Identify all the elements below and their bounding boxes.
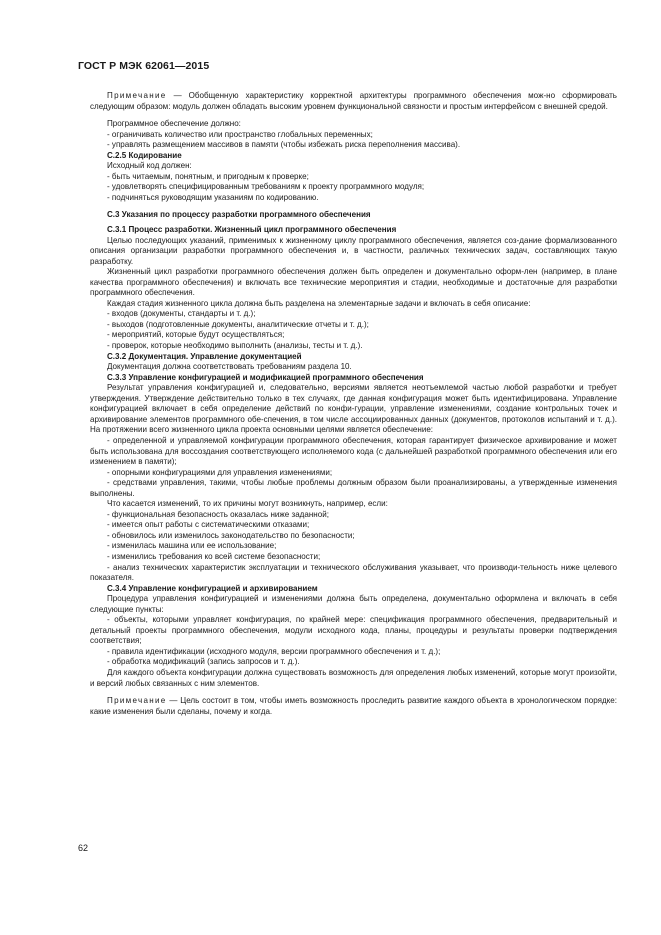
list-item: - определенной и управляемой конфигурации программного обеспечения, которая гарантирует физическое архивирование и может быть использована для воссоздания соответствующего исполняемого кода (с дальнейшей разработкой программного обеспечения или его изменением в памяти); (90, 435, 617, 467)
section-heading-c34: С.3.4 Управление конфигурацией и архивированием (107, 583, 318, 593)
paragraph: Для каждого объекта конфигурации должна существовать возможность для определения любых изменений, которые могут произойти, и версий любых связанных с ним элементов. (90, 667, 617, 688)
list-item: - имеется опыт работы с систематическими отказами; (107, 520, 310, 530)
section-heading-c32: С.3.2 Документация. Управление документацией (107, 351, 302, 361)
paragraph: Исходный код должен: (107, 161, 192, 171)
note-paragraph (90, 91, 617, 112)
paragraph: Что касается изменений, то их причины могут возникнуть, например, если: (107, 499, 388, 509)
paragraph: Процедура управления конфигурацией и изменениями должна быть определена, документально оформлена и включать в себя следующие пункты: (90, 594, 617, 614)
paragraph: Каждая стадия жизненного цикла должна быть разделена на элементарные задачи и включать в себя описание: (107, 298, 531, 308)
list-item: - опорными конфигурациями для управления изменениями; (107, 467, 333, 477)
list-item: - анализ технических характеристик эксплуатации и технического обслуживания указывает, что производи-тельность ниже целевого показателя. (90, 562, 617, 583)
list-item: - обновилось или изменилось законодательство по безопасности; (107, 530, 355, 540)
list-item: - подчиняться руководящим указаниям по кодированию. (107, 192, 319, 202)
list-item: - мероприятий, которые будут осуществляться; (107, 330, 285, 340)
document-body (90, 91, 617, 717)
list-item: - изменились требования ко всей системе безопасности; (107, 551, 321, 561)
list-item: - ограничивать количество или пространство глобальных переменных; (107, 129, 373, 139)
section-heading-c31: С.3.1 Процесс разработки. Жизненный цикл программного обеспечения (107, 225, 397, 235)
list-item: - функциональная безопасность оказалась ниже заданной; (107, 509, 329, 519)
list-item: - проверок, которые необходимо выполнить (анализы, тесты и т. д.). (107, 341, 363, 351)
paragraph: Документация должна соответствовать требованиям раздела 10. (107, 362, 352, 372)
list-item: - удовлетворять специфицированным требованиям к проекту программного модуля; (107, 182, 425, 192)
sw-requirements-intro: Программное обеспечение должно: (107, 119, 241, 129)
document-header: ГОСТ Р МЭК 62061—2015 (78, 60, 210, 72)
paragraph: Результат управления конфигурацией и, следовательно, версиями является неотъемлемой частью любой разработки и требует утверждения. Утверждение действительно только в тех случаях, где данная конфигурация может быть идентифицирована. Управление конфигурацией включает в себя определение действий по конфи-гурации, управление изменениями, создание контрольных точек и архивирование элементов программного обе-спечения, в том числе ассоциированных данных (документов, протоколов испытаний и т. д.). На протяжении всего жизненного цикла проекта основными целями является обеспечение: (90, 383, 617, 435)
paragraph: Целью последующих указаний, применимых к жизненному циклу программного обеспечения, является соз-дание формализованного описания организации разработки программного обеспечения и, в частности, различных технических задач, составляющих такую разработку. (90, 235, 617, 266)
list-item: - управлять размещением массивов в памяти (чтобы избежать риска переполнения массива). (107, 140, 461, 150)
list-item: - объекты, которыми управляет конфигурация, по крайней мере: спецификация программного обеспечения, предварительный и детальный проекты программного обеспечения, модули исходного кода, планы, процедуры и результаты проверки подтверждения соответствия; (90, 615, 617, 646)
list-item: - входов (документы, стандарты и т. д.); (107, 309, 256, 319)
note-label: Примечание (107, 696, 167, 706)
list-item: - правила идентификации (исходного модуля, версии программного обеспечения и т. д.); (107, 646, 441, 656)
page-number: 62 (78, 843, 89, 853)
list-item: - выходов (подготовленные документы, аналитические отчеты и т. д.); (107, 319, 369, 329)
note-paragraph (90, 696, 617, 717)
note-label: Примечание (107, 91, 167, 100)
note-text: — Цель состоит в том, чтобы иметь возможность проследить развитие каждого объекта в хронологическом порядке: какие изменения были сделаны, почему и когда. (90, 696, 617, 716)
section-heading-c25: С.2.5 Кодирование (107, 150, 182, 160)
paragraph: Жизненный цикл разработки программного обеспечения должен быть определен и документально оформ-лен (например, в плане качества программного обеспечения) и включать все технические мероприятия и стадии, необходимые и достаточные для разработки программного обеспечения. (90, 267, 617, 298)
list-item: - быть читаемым, понятным, и пригодным к проверке; (107, 171, 309, 181)
section-heading-c3: С.3 Указания по процессу разработки программного обеспечения (107, 210, 371, 220)
note-text: — Обобщенную характеристику корректной архитектуры программного обеспечения мож-но сформировать следующим образом: модуль должен обладать высоким уровнем функциональной связности и простым интерфейсом с внешней средой. (90, 91, 617, 111)
list-item: - обработка модификаций (запись запросов и т. д.). (107, 657, 300, 667)
section-heading-c33: С.3.3 Управление конфигурацией и модификацией программного обеспечения (107, 372, 424, 382)
list-item: - средствами управления, такими, чтобы любые проблемы должным образом были проанализированы, а утвержденные изменения выполнены. (90, 478, 617, 498)
list-item: - изменилась машина или ее использование; (107, 541, 277, 551)
